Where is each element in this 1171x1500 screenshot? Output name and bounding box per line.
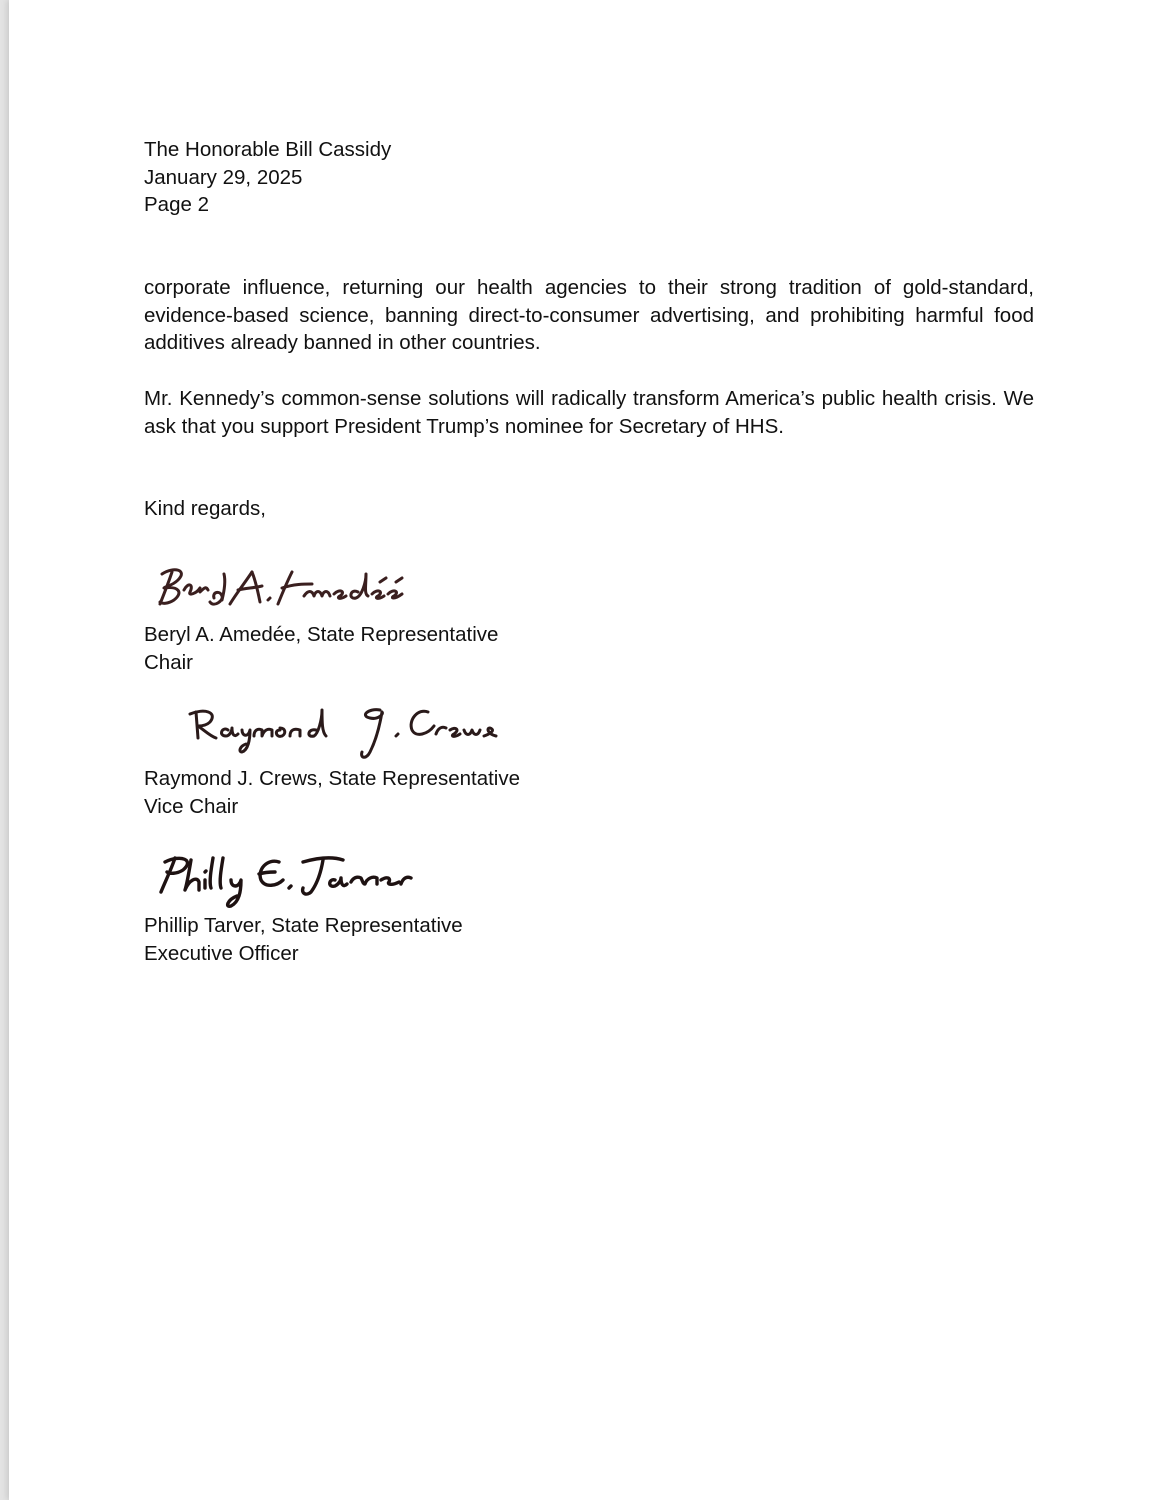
body-paragraph-1: corporate influence, returning our health agencies to their strong tradition of gold-standard, evidence-based science, banning direct-to-consumer advertising, and prohibiting harmful food additives already banned in other countries. xyxy=(144,276,1034,354)
signatory-1 xyxy=(144,621,1034,676)
signatory-2 xyxy=(144,765,1034,820)
signatory-name: Phillip Tarver, State Representative xyxy=(144,914,463,937)
recipient-line: The Honorable Bill Cassidy xyxy=(144,138,392,161)
signature-tarver xyxy=(151,848,421,912)
letter-header xyxy=(144,136,1034,219)
signature-crews xyxy=(184,700,504,764)
letter-page xyxy=(9,0,1171,1500)
closing-line: Kind regards, xyxy=(144,497,266,520)
signatory-title: Vice Chair xyxy=(144,794,239,818)
body-paragraph-2: Mr. Kennedy’s common-sense solutions will radically transform America’s public health crisis. We ask that you support President Trump’s nominee for Secretary of HHS. xyxy=(144,387,1034,438)
signatory-title: Executive Officer xyxy=(144,941,299,965)
signatory-name: Raymond J. Crews, State Representative xyxy=(144,767,520,790)
signatory-name: Beryl A. Amedée, State Representative xyxy=(144,623,499,646)
date-line: January 29, 2025 xyxy=(144,165,303,189)
signatory-title: Chair xyxy=(144,650,193,674)
page-number: Page 2 xyxy=(144,193,209,216)
signature-amedee xyxy=(154,562,414,612)
signatory-3 xyxy=(144,912,1034,967)
